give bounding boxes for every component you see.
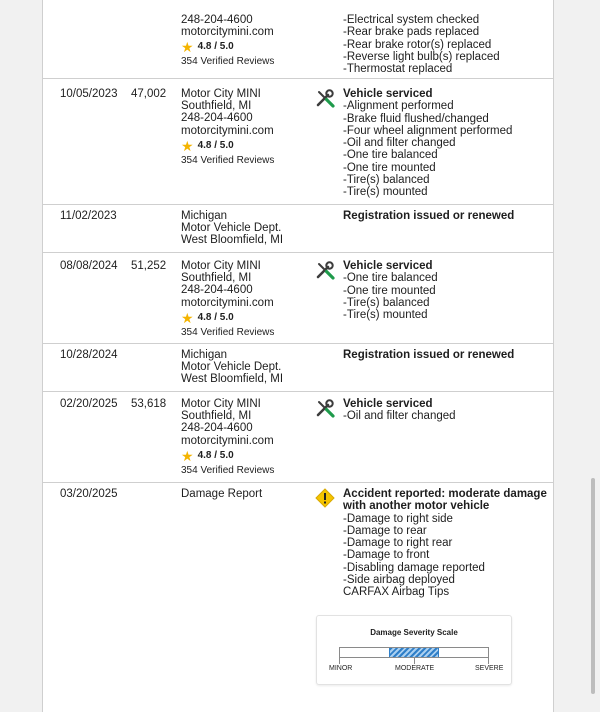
source-reviews[interactable]: 354 Verified Reviews — [181, 326, 275, 338]
star-icon: ★ — [181, 309, 194, 326]
source-rating: ★ 4.8 / 5.0 — [181, 447, 234, 464]
source-phone: 248-204-4600 — [181, 112, 253, 125]
record-title: Accident reported: moderate damage with another motor vehicle — [343, 488, 547, 513]
source-website[interactable]: motorcitymini.com — [181, 124, 274, 137]
record-odometer: 47,002 — [131, 88, 167, 100]
detail-item: - Oil and filter changed — [343, 137, 548, 149]
service-source — [181, 14, 274, 69]
source-city: Southfield, MI — [181, 272, 252, 285]
detail-item: - Brake fluid flushed/changed — [343, 113, 548, 125]
warning-icon — [315, 488, 335, 508]
tick-severe — [488, 658, 489, 664]
source-rating: ★ 4.8 / 5.0 — [181, 137, 234, 154]
service-details — [343, 398, 548, 423]
history-row — [43, 392, 553, 483]
source-rating: ★ 4.8 / 5.0 — [181, 39, 234, 56]
record-date: 08/08/2024 — [60, 260, 118, 272]
detail-item: - Damage to right rear — [343, 537, 548, 549]
source-reviews[interactable]: 354 Verified Reviews — [181, 154, 275, 166]
record-title: Registration issued or renewed — [343, 349, 515, 361]
history-row — [43, 253, 553, 344]
service-details — [343, 260, 548, 321]
source-website[interactable]: motorcitymini.com — [181, 434, 274, 447]
detail-item: - One tire mounted — [343, 285, 548, 297]
source-reviews[interactable]: 354 Verified Reviews — [181, 56, 275, 68]
detail-item: - Alignment performed — [343, 100, 548, 112]
wrench-screwdriver-icon — [315, 260, 335, 280]
tick-moderate — [414, 658, 415, 664]
source-reviews[interactable]: 354 Verified Reviews — [181, 464, 275, 476]
service-details — [343, 14, 548, 75]
severity-bar — [339, 647, 489, 658]
detail-item: - Reverse light bulb(s) replaced — [343, 51, 548, 63]
detail-item: - Damage to front — [343, 549, 548, 561]
star-icon: ★ — [181, 39, 194, 56]
record-title: Registration issued or renewed — [343, 210, 515, 222]
detail-item: - One tire mounted — [343, 162, 548, 174]
accident-details — [343, 488, 548, 599]
record-date: 02/20/2025 — [60, 398, 118, 410]
damage-report-source: Damage Report — [181, 488, 263, 500]
record-title: Vehicle serviced — [343, 398, 433, 410]
star-icon: ★ — [181, 137, 194, 154]
service-source — [181, 398, 274, 477]
detail-item: - Thermostat replaced — [343, 63, 548, 75]
star-icon: ★ — [181, 447, 194, 464]
source-name: Motor City MINI — [181, 260, 261, 272]
detail-item: - Tire(s) balanced — [343, 297, 548, 309]
scrollbar[interactable] — [591, 478, 595, 694]
record-date: 10/05/2023 — [60, 88, 118, 100]
record-date: 03/20/2025 — [60, 488, 118, 500]
record-title: Vehicle serviced — [343, 260, 433, 272]
severity-fill-moderate — [389, 648, 438, 657]
detail-item: - Tire(s) balanced — [343, 174, 548, 186]
airbag-tips-link[interactable]: CARFAX Airbag Tips — [343, 586, 450, 599]
detail-item: - One tire balanced — [343, 272, 548, 284]
scale-label-minor: MINOR — [329, 665, 353, 672]
source-name: Motor City MINI — [181, 398, 261, 410]
history-row-partial — [43, 0, 553, 79]
history-row — [43, 79, 553, 205]
registration-source: Michigan Motor Vehicle Dept. West Bloomfield, MI — [181, 210, 284, 247]
registration-source: Michigan Motor Vehicle Dept. West Bloomfield, MI — [181, 349, 284, 386]
service-source — [181, 260, 274, 339]
service-source — [181, 88, 274, 167]
registration-details — [343, 349, 548, 361]
detail-item: - Damage to right side — [343, 513, 548, 525]
detail-item: - Rear brake pads replaced — [343, 26, 548, 38]
record-date: 10/28/2024 — [60, 349, 118, 361]
service-details — [343, 88, 548, 199]
tick-minor — [339, 658, 340, 664]
source-city: Southfield, MI — [181, 100, 252, 113]
scale-title: Damage Severity Scale — [370, 628, 458, 637]
detail-item: - Rear brake rotor(s) replaced — [343, 39, 548, 51]
detail-item: - Tire(s) mounted — [343, 309, 548, 321]
damage-severity-scale — [316, 615, 512, 685]
detail-item: - Electrical system checked — [343, 14, 548, 26]
source-city: Southfield, MI — [181, 410, 252, 423]
detail-item: - Damage to rear — [343, 525, 548, 537]
source-phone: 248-204-4600 — [181, 284, 253, 297]
detail-item: - One tire balanced — [343, 149, 548, 161]
history-row — [43, 344, 553, 392]
record-title: Vehicle serviced — [343, 88, 433, 100]
detail-item: - Side airbag deployed — [343, 574, 548, 586]
source-phone: 248-204-4600 — [181, 422, 253, 435]
source-phone: 248-204-4600 — [181, 14, 253, 26]
source-website[interactable]: motorcitymini.com — [181, 296, 274, 309]
source-rating: ★ 4.8 / 5.0 — [181, 309, 234, 326]
detail-item: - Four wheel alignment performed — [343, 125, 548, 137]
source-website[interactable]: motorcitymini.com — [181, 26, 274, 39]
detail-item: - Tire(s) mounted — [343, 186, 548, 198]
record-odometer: 53,618 — [131, 398, 167, 410]
detail-item: - Disabling damage reported — [343, 562, 548, 574]
scale-label-severe: SEVERE — [475, 665, 504, 672]
wrench-screwdriver-icon — [315, 88, 335, 108]
source-name: Motor City MINI — [181, 88, 261, 100]
record-odometer: 51,252 — [131, 260, 167, 272]
detail-item: - Oil and filter changed — [343, 410, 548, 422]
vehicle-history-page — [42, 0, 554, 712]
wrench-screwdriver-icon — [315, 398, 335, 418]
history-row — [43, 205, 553, 253]
scale-label-moderate: MODERATE — [395, 665, 435, 672]
registration-details — [343, 210, 548, 222]
record-date: 11/02/2023 — [60, 210, 117, 222]
